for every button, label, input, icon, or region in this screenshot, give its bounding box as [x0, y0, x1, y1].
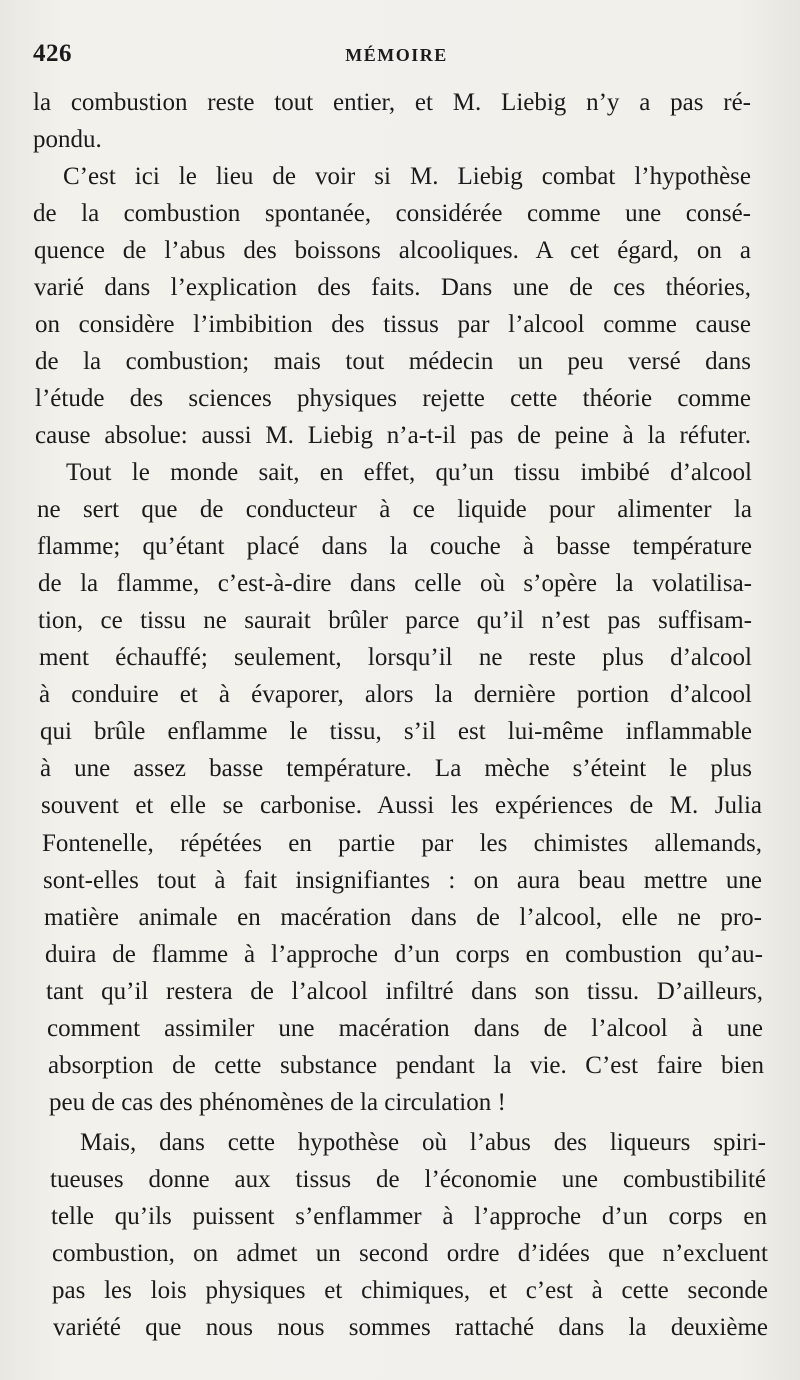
- page-header: [33, 40, 760, 76]
- text-line: quence de l’abus des boissons alcooliques. A cet égard, on a: [34, 237, 751, 264]
- text-line: Tout le monde sait, en effet, qu’un tissu imbibé d’alcool: [66, 459, 752, 486]
- text-line: tion, ce tissu ne saurait brûler parce qu’il n’est pas suffisam-: [38, 607, 752, 634]
- text-line: varié dans l’explication des faits. Dans une de ces théories,: [34, 274, 751, 301]
- text-line: de la flamme, c’est-à-dire dans celle où s’opère la volatilisa-: [38, 570, 752, 597]
- text-line: pas les lois physiques et chimiques, et c’est à cette seconde: [52, 1277, 768, 1304]
- text-line: ment échauffé; seulement, lorsqu’il ne reste plus d’alcool: [39, 644, 752, 671]
- text-line: matière animale en macération dans de l’alcool, elle ne pro-: [44, 904, 762, 931]
- text-line: peu de cas des phénomènes de la circulation !: [49, 1089, 506, 1116]
- text-line: de la combustion; mais tout médecin un peu versé dans: [35, 348, 751, 375]
- text-line: duira de flamme à l’approche d’un corps en combustion qu’au-: [45, 941, 763, 968]
- text-line: Mais, dans cette hypothèse où l’abus des liqueurs spiri-: [80, 1129, 766, 1156]
- text-line: tueuses donne aux tissus de l’économie une combustibilité: [50, 1166, 766, 1193]
- text-line: telle qu’ils puissent s’enflammer à l’approche d’un corps en: [51, 1203, 767, 1230]
- text-line: l’étude des sciences physiques rejette cette théorie comme: [35, 385, 751, 412]
- text-line: comment assimiler une macération dans de l’alcool à une: [47, 1015, 763, 1042]
- text-line: qui brûle enflamme le tissu, s’il est lui-même inflammable: [40, 718, 752, 745]
- text-line: C’est ici le lieu de voir si M. Liebig combat l’hypothèse: [63, 163, 751, 190]
- text-line: sont-elles tout à fait insignifiantes : on aura beau mettre une: [43, 867, 762, 894]
- text-line: tant qu’il restera de l’alcool infiltré dans son tissu. D’ailleurs,: [46, 978, 763, 1005]
- text-line: combustion, on admet un second ordre d’idées que n’excluent: [52, 1240, 768, 1267]
- text-line: flamme; qu’étant placé dans la couche à basse température: [37, 533, 752, 560]
- text-line: souvent et elle se carbonise. Aussi les expériences de M. Julia: [41, 792, 762, 819]
- text-line: absorption de cette substance pendant la vie. C’est faire bien: [48, 1052, 764, 1079]
- text-line: la combustion reste tout entier, et M. Liebig n’y a pas ré-: [33, 89, 751, 116]
- text-line: à conduire et à évaporer, alors la dernière portion d’alcool: [39, 681, 752, 708]
- text-line: variété que nous nous sommes rattaché dans la deuxième: [53, 1314, 768, 1341]
- text-line: Fontenelle, répétées en partie par les chimistes allemands,: [42, 830, 762, 857]
- text-line: ne sert que de conducteur à ce liquide pour alimenter la: [37, 496, 752, 523]
- text-line: on considère l’imbibition des tissus par l’alcool comme cause: [35, 311, 751, 338]
- text-line: à une assez basse température. La mèche s’éteint le plus: [40, 755, 752, 782]
- text-line: de la combustion spontanée, considérée comme une consé-: [33, 200, 751, 227]
- page-number: 426: [33, 40, 72, 67]
- text-line: pondu.: [33, 126, 102, 153]
- running-head: MÉMOIRE: [345, 45, 448, 65]
- text-line: cause absolue: aussi M. Liebig n’a-t-il pas de peine à la réfuter.: [35, 422, 751, 449]
